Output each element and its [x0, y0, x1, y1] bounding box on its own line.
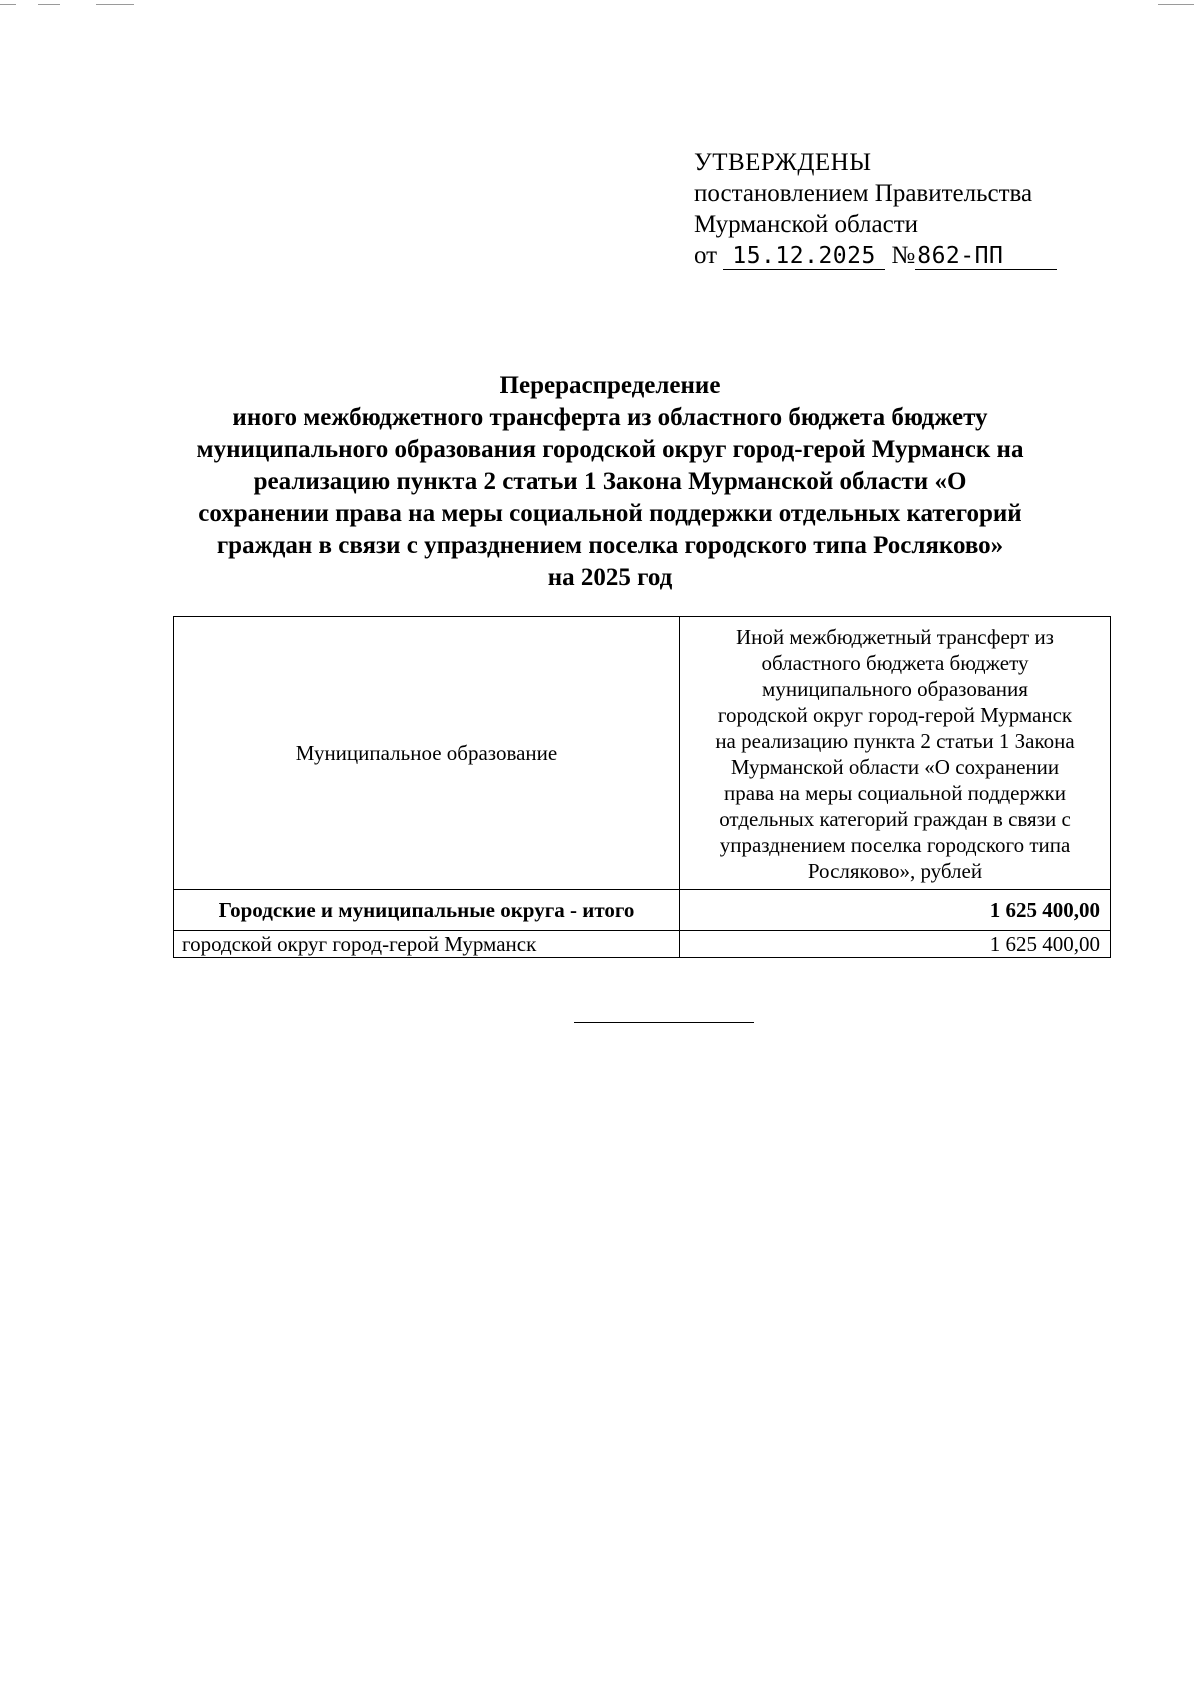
header-transfer-line: муниципального образования	[762, 677, 1028, 701]
title-line: Перераспределение	[499, 372, 721, 399]
row-value: 1 625 400,00	[680, 931, 1111, 958]
header-transfer-line: отдельных категорий граждан в связи с	[719, 807, 1071, 831]
date-prefix: от	[694, 242, 718, 269]
decree-date: 15.12.2025	[723, 243, 885, 270]
header-transfer-line: на реализацию пункта 2 статьи 1 Закона	[715, 729, 1075, 753]
number-sign: №	[891, 242, 916, 269]
approval-line-2: Мурманской области	[694, 211, 919, 238]
title-line: граждан в связи с упразднением поселка городского типа Росляково»	[216, 532, 1004, 559]
header-transfer-line: права на меры социальной поддержки	[724, 781, 1066, 805]
title-line: муниципального образования городской округ город-герой Мурманск на	[196, 436, 1024, 463]
end-divider	[574, 1022, 754, 1023]
table-row	[174, 931, 1111, 958]
title-line: реализацию пункта 2 статьи 1 Закона Мурманской области «О	[253, 468, 967, 495]
scan-artifact	[1158, 4, 1194, 5]
decree-number: 862-ПП	[915, 243, 1057, 270]
approval-line-1: постановлением Правительства	[694, 180, 1033, 207]
header-transfer	[680, 617, 1111, 890]
title-line: на 2025 год	[547, 564, 673, 591]
transfer-table	[173, 616, 1111, 958]
header-transfer-line: областного бюджета бюджету	[761, 651, 1029, 675]
approval-date-line	[694, 240, 1114, 271]
row-name: Городские и муниципальные округа - итого	[174, 890, 680, 931]
scan-artifact	[38, 4, 60, 5]
row-name: городской округ город-герой Мурманск	[174, 931, 680, 958]
header-transfer-line: Росляково», рублей	[807, 859, 983, 883]
title-line: сохранении права на меры социальной поддержки отдельных категорий	[198, 500, 1022, 527]
header-transfer-line: Иной межбюджетный трансферт из	[736, 625, 1054, 649]
header-transfer-line: упразднением поселка городского типа	[719, 833, 1071, 857]
approval-block	[694, 147, 1114, 271]
header-municipality: Муниципальное образование	[174, 617, 680, 890]
table-row-total	[174, 890, 1111, 931]
document-title	[150, 370, 1070, 594]
header-transfer-line: Мурманской области «О сохранении	[730, 755, 1060, 779]
row-value: 1 625 400,00	[680, 890, 1111, 931]
title-line: иного межбюджетного трансферта из областного бюджета бюджету	[232, 404, 988, 431]
table-header-row	[174, 617, 1111, 890]
approval-heading: УТВЕРЖДЕНЫ	[694, 149, 872, 176]
scan-artifact	[0, 4, 16, 5]
header-transfer-line: городской округ город-герой Мурманск	[717, 703, 1073, 727]
scan-artifact	[96, 4, 134, 5]
